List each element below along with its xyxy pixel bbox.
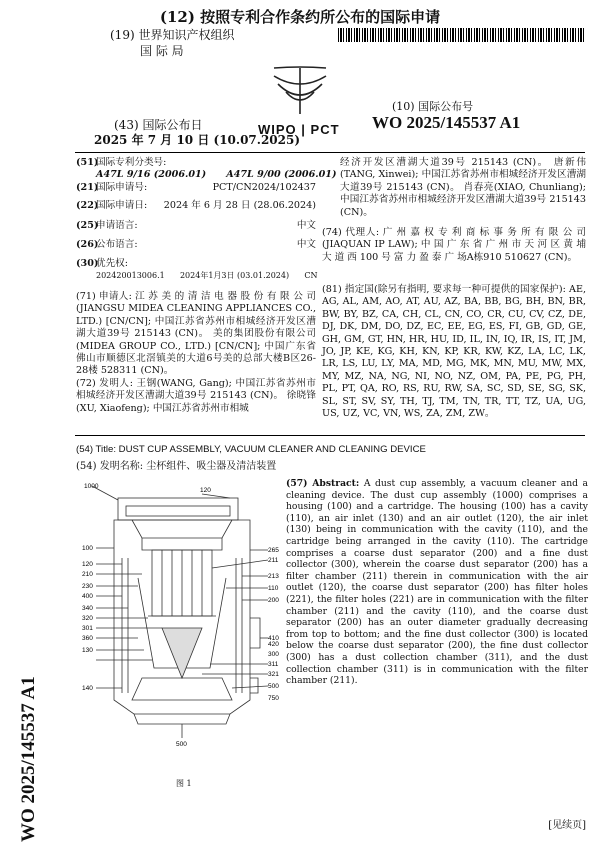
field-label: 优先权: [96, 257, 129, 269]
org-name: (19) 世界知识产权组织 [110, 28, 235, 42]
field-code: (26) [76, 238, 99, 250]
label-left: 130 [82, 647, 93, 654]
label-right: 211 [268, 557, 279, 564]
label-right: 410 [268, 635, 279, 642]
label-left: 100 [82, 545, 93, 552]
pub-number-label: (10) 国际公布号 [392, 100, 474, 113]
field-code: (51) [76, 157, 99, 168]
org-bureau: 国 际 局 [140, 44, 184, 58]
divider [75, 435, 585, 436]
figure-housing [114, 520, 250, 714]
label-right: 200 [268, 597, 279, 604]
label-left: 400 [82, 593, 93, 600]
inventor-block: (72) 发明人: 王钢(WANG, Gang); 中国江苏省苏州市相城经济开发区漕湖大道39号 215143 (CN)。 徐晓锋(XU, Xiaofeng); 中国江苏省苏州市相城 [76, 378, 316, 414]
field-label: 国际申请日: [96, 199, 148, 211]
label-left: 320 [82, 615, 93, 622]
label-left: 301 [82, 625, 93, 632]
field-code: (22) [76, 199, 99, 211]
field-row [76, 200, 316, 220]
inventor-continued: 经济开发区漕湖大道39号 215143 (CN)。 唐新伟(TANG, Xinwei); 中国江苏省苏州市相城经济开发区漕湖大道39号 215143 (CN)。 肖春亮(XIAO, Chunliang); 中国江苏省苏州市相城经济开发区漕湖大道39号 215143 (CN)。 [340, 157, 586, 218]
field-label: 国际专利分类号: [96, 157, 167, 168]
document-title: (12) 按照专利合作条约所公布的国际申请 [159, 8, 441, 26]
field-code: (25) [76, 219, 99, 231]
label-left: 340 [82, 605, 93, 612]
field-label: 申请语言: [96, 219, 138, 231]
label-left: 210 [82, 571, 93, 578]
label-left: 120 [82, 561, 93, 568]
figure-caption: 图 1 [176, 779, 192, 788]
abstract [286, 478, 588, 687]
barcode [338, 28, 586, 42]
field-value: 中文 [296, 219, 316, 231]
left-fields [76, 157, 337, 288]
field-value: PCT/CN2024/102437 [212, 181, 316, 193]
label-bottom: 500 [176, 741, 187, 748]
title-english: (54) Title: DUST CUP ASSEMBLY, VACUUM CLEANER AND CLEANING DEVICE [76, 444, 426, 455]
field-value: A47L 9/16 (2006.01) A47L 9/00 (2006.01) [96, 168, 337, 180]
vertical-pub-number: WO 2025/145537 A1 [18, 676, 39, 842]
wipo-logo-icon [268, 62, 332, 120]
field-row [76, 270, 316, 288]
label-right: 213 [268, 573, 279, 580]
agent-block: (74) 代理人: 广 州 嘉 权 专 利 商 标 事 务 所 有 限 公 司 (JIAQUAN IP LAW); 中 国 广 东 省 广 州 市 天 河 区 黄 埔 大 道 西 100 号 富 力 盈 泰 广 场A栋910 510627 (CN)。 [322, 227, 586, 263]
field-label: 公布语言: [96, 238, 138, 250]
field-row [76, 239, 316, 258]
field-code: (30) [76, 257, 99, 269]
pub-number: WO 2025/145537 A1 [372, 113, 521, 132]
field-value: 中文 [296, 238, 316, 250]
field-value: 2024 年 6 月 28 日 (28.06.2024) [163, 199, 316, 211]
applicant-block: (71) 申请人: 江 苏 美 的 清 洁 电 器 股 份 有 限 公 司 (JIANGSU MIDEA CLEANING APPLIANCES CO., LTD.) [CN/CN]; 中国江苏省苏州市相城经济开发区漕湖大道39号 215143 (CN)。 美的集团股份有限公司(MIDEA GROUP CO., LTD.) [CN/CN]; 中国广东省佛山市顺德区北滘镇美的大道6号美的总部大楼B区26-28楼 528311 (CN)。 [76, 291, 316, 377]
label-right: 300 [268, 651, 279, 658]
label-right: 321 [268, 671, 279, 678]
field-row [76, 157, 316, 169]
label-left: 360 [82, 635, 93, 642]
continued-note: [见续页] [548, 820, 586, 831]
pub-date: 2025 年 7 月 10 日 (10.07.2025) [94, 133, 301, 147]
label-right: 750 [268, 695, 279, 702]
figure-lid [118, 498, 238, 520]
wipo-pct-text: WIPO | PCT [258, 122, 340, 137]
abstract-label: (57) Abstract: [286, 478, 360, 489]
label-left: 230 [82, 583, 93, 590]
field-row [76, 220, 316, 239]
label-right: 500 [268, 683, 279, 690]
label-right: 420 [268, 641, 279, 648]
abstract-text: A dust cup assembly, a vacuum cleaner and a cleaning device. The dust cup assembly (1000) comprises a housing (100) and a cartridge. The housing (100) has a cavity (110), an air inlet (130) and an air outlet (120), the air inlet (130) being in communication with the cavity (110), and the cartridge being arranged in the cavity (110). The cartridge comprises a coarse dust separator (200) and a fine dust collector (300), wherein the coarse dust separator (200) has a filter chamber (211) therein in communication with the air outlet (120), the coarse dust separator (200) has filter holes (221), the filter holes (221) are in communication with the filter chamber (211) and the cavity (110), and the coarse dust separator (200) has an outer diameter gradually decreasing from top to bottom; and the fine dust collector (300) is located below the coarse dust separator (200), the fine dust collector (300) has a dust collection chamber (311), and the dust collection chamber (311) is in communication with the filter chamber (211). [286, 478, 589, 687]
label-left: 140 [82, 685, 93, 692]
divider [75, 152, 585, 153]
label-right: 265 [268, 547, 279, 554]
label-120: 120 [200, 487, 211, 494]
field-code: (21) [76, 181, 99, 193]
field-row [76, 182, 316, 200]
label-right: 311 [268, 661, 279, 668]
label-1000: 1000 [84, 483, 99, 490]
figure-funnel [162, 628, 202, 678]
field-value: 202420013006.1 2024年1月3日 (03.01.2024) CN [96, 271, 318, 280]
field-row [76, 258, 316, 271]
pub-date-label: (43) 国际公布日 [114, 118, 203, 132]
field-label: 国际申请号: [96, 181, 148, 193]
title-chinese: (54) 发明名称: 尘杯组件、吸尘器及清洁装置 [76, 461, 277, 472]
patent-figure [82, 478, 282, 778]
label-right: 110 [268, 585, 279, 592]
designated-states: (81) 指定国(除另有指明, 要求每一种可提供的国家保护): AE, AG, AL, AM, AO, AT, AU, AZ, BA, BB, BG, BH, BN, BR, BW, BY, BZ, CA, CH, CL, CN, CO, CR, CU, CV, CZ, DE, DJ, DK, DM, DO, DZ, EC, EE, EG, ES, FI, GB, GD, GE, GH, GM, GT, HN, HR, HU, ID, IL, IN, IQ, IR, IS, IT, JM, JO, JP, KE, KG, KH, KN, KP, KR, KW, KZ, LA, LC, LK, LR, LS, LU, LY, MA, MD, MG, MK, MN, MU, MW, MX, MY, MZ, NA, NG, NI, NO, NZ, OM, PA, PE, PG, PH, PL, PT, QA, RO, RS, RU, RW, SA, SC, SD, SE, SG, SK, SL, ST, SV, SY, TH, TJ, TM, TN, TR, TT, TZ, UA, UG, US, UZ, VC, VN, WS, ZA, ZM, ZW。 [322, 284, 586, 420]
field-row [76, 168, 337, 182]
